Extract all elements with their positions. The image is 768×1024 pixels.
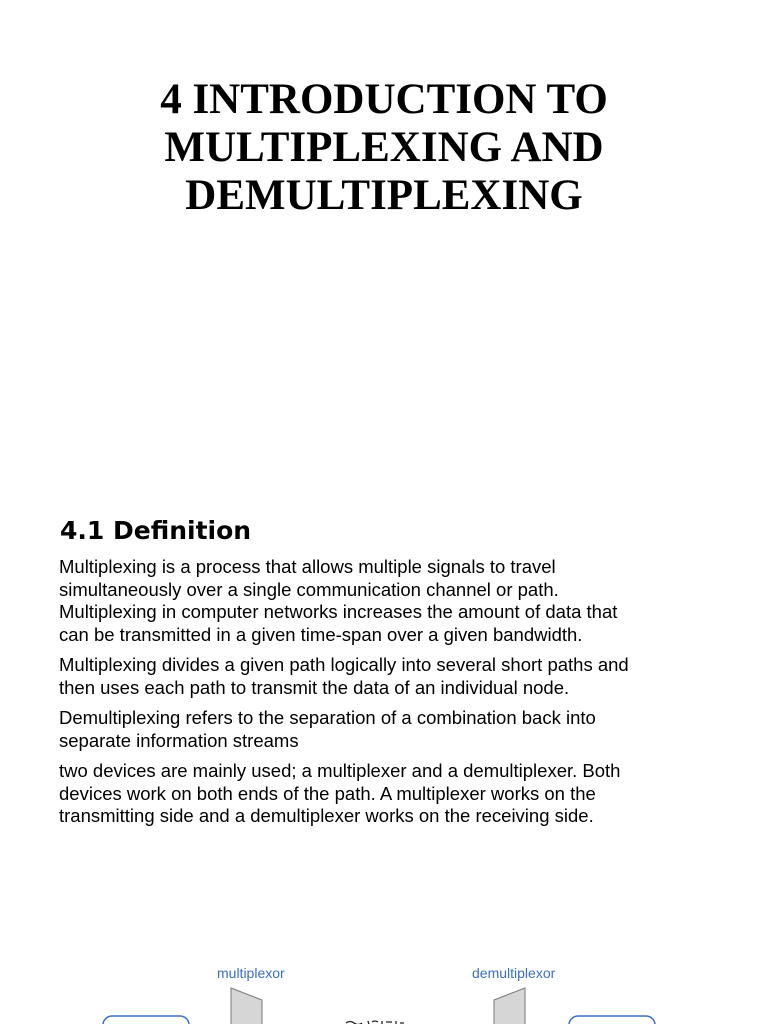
multiplexor-shape [231, 988, 262, 1024]
chapter-title-line: 4 INTRODUCTION TO [160, 76, 608, 123]
text-line: two devices are mainly used; a multiplexer and a demultiplexer. Both [59, 760, 621, 781]
text-line: then uses each path to transmit the data of an individual node. [59, 676, 570, 698]
demultiplexor-shape [494, 988, 525, 1024]
text-line: Multiplexing divides a given path logically into several short paths and [59, 654, 629, 675]
section-heading: 4.1 Definition [60, 516, 252, 545]
text-line: can be transmitted in a given time-span over a given bandwidth. [59, 623, 583, 645]
multiplexing-diagram [0, 955, 768, 1024]
demultiplexor-label: demultiplexor [472, 965, 556, 981]
section-body [59, 556, 749, 836]
text-line: Multiplexing is a process that allows multiple signals to travel [59, 556, 556, 577]
paragraph-devices [59, 760, 749, 828]
text-line: Demultiplexing refers to the separation of a combination back into [59, 707, 596, 728]
text-line: devices work on both ends of the path. A multiplexer works on the [59, 782, 596, 804]
text-line: simultaneously over a single communication channel or path. [59, 578, 559, 600]
chapter-title [0, 76, 768, 220]
paragraph-demultiplexing [59, 707, 749, 752]
paragraph-paths [59, 654, 749, 699]
paragraph-definition [59, 556, 749, 646]
chapter-title-line: DEMULTIPLEXING [185, 172, 583, 219]
text-line: Multiplexing in computer networks increases the amount of data that [59, 601, 618, 622]
text-line: transmitting side and a demultiplexer works on the receiving side. [59, 805, 594, 826]
input-box [103, 1016, 189, 1024]
diagram-shapes [0, 955, 768, 1024]
chapter-title-line: MULTIPLEXING AND [164, 124, 604, 171]
output-box [569, 1016, 655, 1024]
text-line: separate information streams [59, 729, 299, 751]
multiplexor-label: multiplexor [217, 965, 285, 981]
